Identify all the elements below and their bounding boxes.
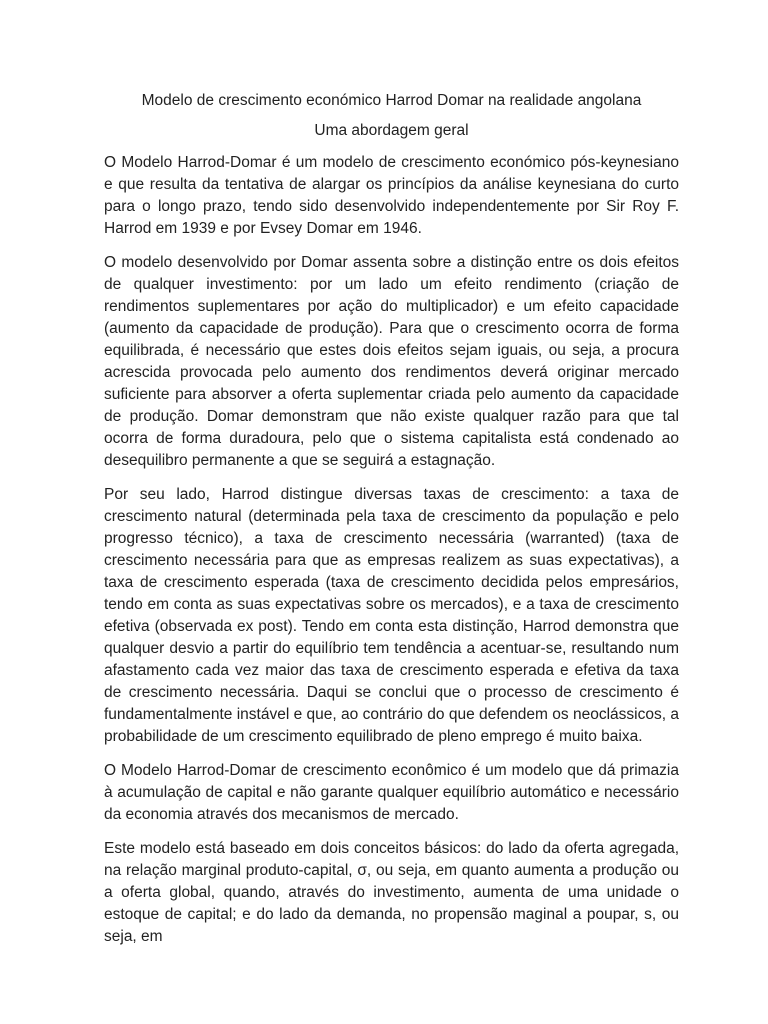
paragraph-intro: O Modelo Harrod-Domar é um modelo de crescimento económico pós-keynesiano e que resulta da tentativa de alargar os princípios da análise keynesiana do curto para o longo prazo, tendo sido desenvolvido independentemente por Sir Roy F. Harrod em 1939 e por Evsey Domar em 1946. [104,154,679,237]
paragraph-domar: O modelo desenvolvido por Domar assenta sobre a distinção entre os dois efeitos de qualquer investimento: por um lado um efeito rendimento (criação de rendimentos suplementares por ação do multiplicador) e um efeito capacidade (aumento da capacidade de produção). Para que o crescimento ocorra de forma equilibrada, é necessário que estes dois efeitos sejam iguais, ou seja, a procura acrescida provocada pelo aumento dos rendimentos deverá originar mercado suficiente para absorver a oferta suplementar criada pelo aumento da capacidade de produção. Domar demonstram que não existe qualquer razão para que tal ocorra de forma duradoura, pelo que o sistema capitalista está condenado ao desequilibro permanente a que se seguirá a estagnação. [104,254,679,469]
paragraph-capital-accumulation: O Modelo Harrod-Domar de crescimento econômico é um modelo que dá primazia à acumulação de capital e não garante qualquer equilíbrio automático e necessário da economia através dos mecanismos de mercado. [104,762,679,823]
document-page [104,90,679,960]
paragraph-harrod: Por seu lado, Harrod distingue diversas taxas de crescimento: a taxa de crescimento natural (determinada pela taxa de crescimento da população e pelo progresso técnico), a taxa de crescimento necessária (warranted) (taxa de crescimento necessária para que as empresas realizem as suas expectativas), a taxa de crescimento esperada (taxa de crescimento decidida pelos empresários, tendo em conta as suas expectativas sobre os mercados), e a taxa de crescimento efetiva (observada ex post). Tendo em conta esta distinção, Harrod demonstra que qualquer desvio a partir do equilíbrio tem tendência a acentuar-se, resultando num afastamento cada vez maior das taxa de crescimento esperada e efetiva da taxa de crescimento necessária. Daqui se conclui que o processo de crescimento é fundamentalmente instável e que, ao contrário do que defendem os neoclássicos, a probabilidade de um crescimento equilibrado de pleno emprego é muito baixa. [104,486,679,745]
document-title: Modelo de crescimento económico Harrod Domar na realidade angolana [141,92,642,109]
document-subtitle: Uma abordagem geral [314,122,469,139]
paragraph-basic-concepts: Este modelo está baseado em dois conceitos básicos: do lado da oferta agregada, na relação marginal produto-capital, σ, ou seja, em quanto aumenta a produção ou a oferta global, quando, através do investimento, aumenta de uma unidade o estoque de capital; e do lado da demanda, no propensão maginal a poupar, s, ou seja, em [104,840,679,945]
